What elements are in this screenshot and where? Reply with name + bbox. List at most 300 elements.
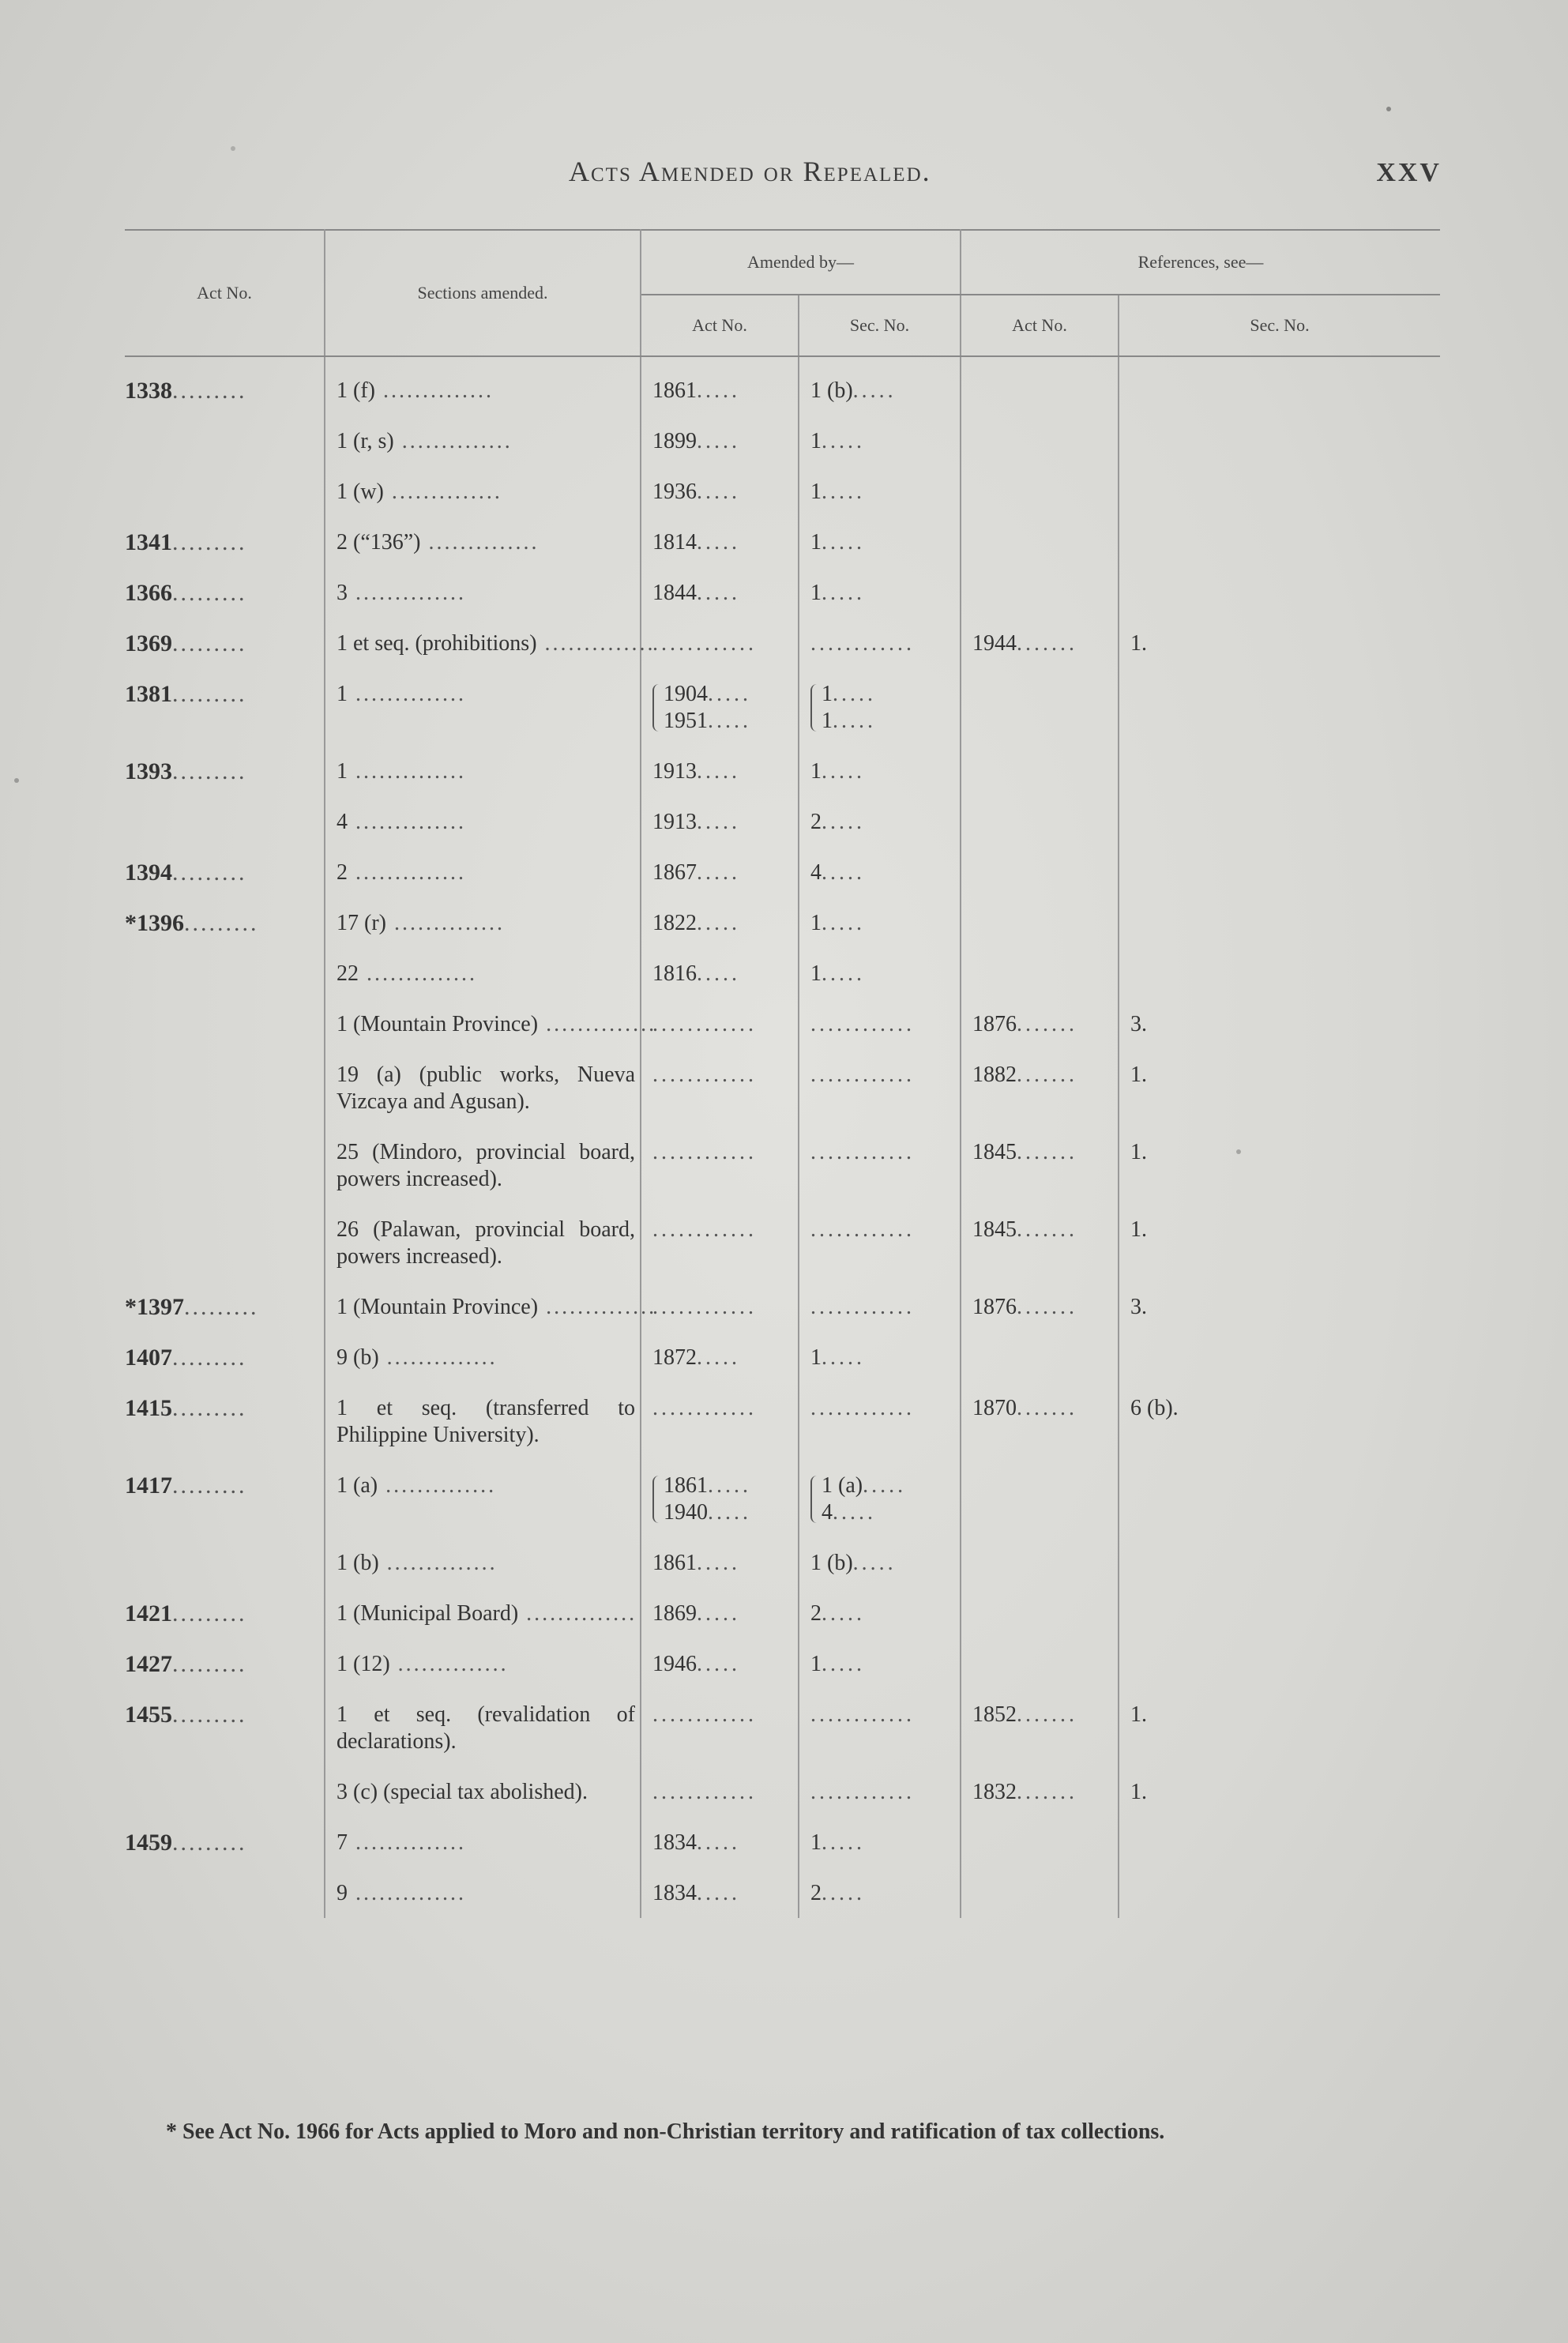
dot-leader: ....... [1017,1780,1077,1804]
amended-sec-no-line [810,529,955,556]
table-row [125,1689,1440,1766]
dot-leader: ..... [822,581,865,605]
amended-sec-no-line [810,1062,955,1089]
amended-act-no: 1940 [664,1500,708,1525]
amended-act-no-cell [641,1867,799,1918]
amended-act-no-group [652,1830,793,1856]
section-amended: 25 (Mindoro, provincial board, powers increased). [337,1140,635,1191]
reference-act-no-cell [961,1867,1119,1918]
reference-act-no-cell [961,466,1119,517]
amended-act-no: 1834 [652,1881,697,1905]
dot-leader: ............ [810,1396,915,1420]
act-number: 1417 [125,1472,172,1499]
section-amended-cell [325,1689,641,1766]
table-row [125,1817,1440,1867]
reference-act-no: 1882 [972,1062,1017,1087]
col-header-amended-sec-no: Sec. No. [799,295,961,356]
dot-leader: ..... [708,709,751,733]
reference-act-no: 1845 [972,1217,1017,1242]
amended-act-no-group [652,630,793,657]
col-header-references: References, see— [961,230,1440,295]
amended-sec-no-line [810,1600,955,1627]
section-amended-cell [325,618,656,668]
amended-act-no-cell [641,466,799,517]
reference-act-no-cell [961,517,1119,567]
amended-sec-no: 1 (a) [822,1473,863,1498]
reference-sec-no-cell [1119,1689,1440,1766]
amended-act-no-cell [641,1049,799,1126]
section-amended: 2 [337,860,348,885]
reference-sec-no-cell [1119,746,1440,796]
dot-leader: ......... [172,378,247,404]
amended-sec-no-group [810,758,955,785]
dot-leader: ......... [172,1344,247,1371]
amended-act-no-line [652,809,793,836]
dot-leader: ....... [1017,1702,1077,1727]
col-header-amended-act-no: Act No. [641,295,799,356]
amended-act-no-group [652,1600,793,1627]
act-number: *1397 [125,1294,184,1320]
dot-leader: ............ [810,631,915,656]
amended-sec-no-cell [799,948,961,999]
amended-act-no: 1872 [652,1345,697,1370]
table-row [125,1638,1440,1689]
reference-sec-no-cell [1119,1382,1440,1460]
dot-leader: ..... [822,860,865,885]
dot-leader: ............ [810,1062,915,1087]
amended-sec-no-group [810,910,955,937]
section-amended-cell [325,847,641,897]
amended-sec-no-cell [799,668,961,746]
dot-leader: ............ [652,1140,757,1164]
amended-act-no-cell [641,1588,799,1638]
amended-act-no-line [652,1651,793,1678]
amended-sec-no: 1 [810,429,822,453]
section-amended: 1 (Mountain Province) [337,1295,539,1319]
act-number-cell [125,1332,325,1382]
amended-sec-no: 1 [810,530,822,555]
reference-sec-no: 6 (b). [1130,1396,1179,1420]
amended-act-no-line [664,1472,793,1499]
amended-act-no: 1913 [652,759,697,784]
section-amended-cell [325,948,641,999]
amended-act-no-cell [641,1332,799,1382]
reference-act-no-cell [961,948,1119,999]
reference-sec-no-cell [1119,1537,1440,1588]
section-amended: 3 [337,581,348,605]
amended-act-no-group [652,809,793,836]
dot-leader: .............. [538,1012,657,1036]
act-number-cell [125,1537,325,1588]
amended-sec-no-line [810,1294,955,1321]
amended-act-no-group [652,1344,793,1371]
dot-leader: .............. [378,1551,498,1575]
amended-act-no-line [652,529,793,556]
amended-act-no-line [652,859,793,886]
reference-sec-no-cell [1119,948,1440,999]
reference-act-no: 1852 [972,1702,1017,1727]
section-amended-cell [325,517,641,567]
amended-sec-no: 1 [810,1830,822,1855]
reference-act-no-cell [961,1588,1119,1638]
amended-sec-no-line [810,1395,955,1422]
amended-sec-no-group [810,378,955,404]
act-number-cell [125,1126,325,1204]
amended-act-no-cell [641,1817,799,1867]
amended-act-no-group [652,1294,793,1321]
dot-leader: ..... [863,1473,907,1498]
dot-leader: ............ [652,1780,757,1804]
reference-act-no: 1845 [972,1140,1017,1164]
amended-act-no-line [664,1499,793,1526]
dot-leader: ..... [697,530,740,555]
dot-leader: ......... [172,681,247,707]
amended-sec-no-line [810,961,955,987]
dot-leader: ..... [852,1551,897,1575]
amended-act-no: 1899 [652,429,697,453]
reference-sec-no-cell [1119,668,1440,746]
amended-sec-no: 2 [810,1601,822,1626]
reference-sec-no-cell [1119,517,1440,567]
paper-speck [14,778,19,783]
act-number-cell [125,1382,325,1460]
reference-act-no-cell [961,1382,1119,1460]
amended-act-no: 1861 [652,1551,697,1575]
amended-act-no-cell [641,948,799,999]
act-number-cell [125,1281,325,1332]
amended-sec-no: 1 [810,480,822,504]
amended-sec-no-group [810,1294,955,1321]
dot-leader: ..... [697,961,740,986]
amended-sec-no-line [810,1651,955,1678]
act-number: 1421 [125,1600,172,1627]
dot-leader: .............. [359,961,477,986]
dot-leader: .............. [348,682,466,706]
dot-leader: ............ [810,1295,915,1319]
amended-act-no-line [652,1395,793,1422]
dot-leader: .............. [385,911,505,935]
section-amended: 4 [337,810,348,834]
table-row [125,1382,1440,1460]
amended-act-no-line [664,708,793,735]
act-number-cell [125,1689,325,1766]
dot-leader: ............ [810,1217,915,1242]
reference-act-no-cell [961,668,1119,746]
amended-act-no: 1913 [652,810,697,834]
amended-act-no-line [652,1139,793,1166]
amended-sec-no-group [810,428,955,455]
dot-leader: ....... [1017,1012,1077,1036]
page-number: XXV [1376,158,1442,187]
amended-sec-no-cell [799,1382,961,1460]
amended-act-no-cell [641,847,799,897]
amended-sec-no-cell [799,1204,961,1281]
amended-act-no: 1936 [652,480,697,504]
act-number: 1366 [125,580,172,606]
amended-sec-no-group [810,1600,955,1627]
dot-leader: ..... [697,1830,740,1855]
amended-act-no-group [652,580,793,607]
section-amended: 7 [337,1830,348,1855]
section-amended-cell [325,1588,641,1638]
amended-act-no-cell [641,1281,799,1332]
section-amended: 19 (a) (public works, Nueva Vizcaya and Agusan). [337,1062,635,1114]
amended-sec-no-group [810,1880,955,1907]
act-number-cell [125,1867,325,1918]
dot-leader: ......... [172,1472,247,1499]
dot-leader: .............. [348,810,466,834]
dot-leader: .............. [518,1601,637,1626]
dot-leader: ....... [1017,1217,1077,1242]
amended-act-no-cell [641,1126,799,1204]
amended-act-no-cell [641,1689,799,1766]
dot-leader: .............. [378,1473,497,1498]
act-number-cell [125,1817,325,1867]
act-number-cell [125,1638,325,1689]
amended-act-no-group [652,529,793,556]
act-number: 1415 [125,1395,172,1421]
table-row [125,1049,1440,1126]
dot-leader: ......... [172,630,247,656]
amended-sec-no-group [810,630,955,657]
reference-act-no-cell [961,1204,1119,1281]
amended-sec-no-group [810,1830,955,1856]
dot-leader: ..... [822,530,865,555]
amended-act-no-cell [641,1638,799,1689]
act-number: 1459 [125,1830,172,1856]
amended-sec-no-line [810,1550,955,1577]
amended-sec-no: 4 [810,860,822,885]
amended-sec-no-line [810,479,955,506]
amended-act-no: 1861 [652,378,697,403]
act-number-cell [125,517,325,567]
reference-act-no: 1876 [972,1012,1017,1036]
reference-act-no: 1876 [972,1295,1017,1319]
amended-act-no: 1867 [652,860,697,885]
dot-leader: ..... [697,1551,740,1575]
table-row [125,416,1440,466]
dot-leader: .............. [348,1830,466,1855]
reference-act-no-cell [961,847,1119,897]
dot-leader: ..... [822,810,865,834]
section-amended: 17 (r) [337,911,386,935]
amended-act-no-line [652,1830,793,1856]
table-header [125,230,1440,356]
amended-sec-no-group [810,809,955,836]
act-number-cell [125,1049,325,1126]
amended-act-no-line [652,1294,793,1321]
amended-act-no-cell [641,1382,799,1460]
reference-act-no-cell [961,567,1119,618]
dot-leader: .............. [374,378,494,403]
act-number: 1455 [125,1702,172,1728]
amended-sec-no-group [810,1062,955,1089]
amended-act-no: 1814 [652,530,697,555]
dot-leader: ............ [652,1702,757,1727]
amended-act-no-line [652,378,793,404]
amended-act-no: 1816 [652,961,697,986]
amended-sec-no-group [810,529,955,556]
amended-act-no-group [652,479,793,506]
amended-sec-no-cell [799,618,961,668]
reference-sec-no: 1. [1130,1140,1147,1164]
amended-act-no-line [652,758,793,785]
reference-sec-no-cell [1119,1817,1440,1867]
amended-sec-no-line [822,681,955,708]
amended-sec-no-line [810,910,955,937]
amended-act-no-group [652,1217,793,1243]
amended-sec-no-cell [799,356,961,416]
section-amended: 22 [337,961,359,986]
reference-sec-no: 1. [1130,1217,1147,1242]
dot-leader: ..... [822,480,865,504]
amended-act-no-cell [641,999,799,1049]
section-amended-cell [325,1766,641,1817]
amended-sec-no-cell [799,1049,961,1126]
table-row [125,1332,1440,1382]
reference-sec-no-cell [1119,1281,1440,1332]
section-amended: 1 [337,759,348,784]
amended-act-no-cell [641,618,799,668]
table-row [125,618,1440,668]
reference-act-no-cell [961,999,1119,1049]
reference-sec-no-cell [1119,897,1440,948]
amended-sec-no-line [822,1499,955,1526]
table-row [125,796,1440,847]
reference-sec-no-cell [1119,1204,1440,1281]
section-amended-cell [325,1204,641,1281]
dot-leader: ..... [822,1345,865,1370]
act-number-cell [125,466,325,517]
act-number-cell [125,668,325,746]
dot-leader: ............ [652,1012,757,1036]
amended-act-no-group [652,681,793,735]
amended-act-no-cell [641,356,799,416]
amended-act-no-cell [641,567,799,618]
section-amended-cell [325,999,657,1049]
amended-act-no-group [652,378,793,404]
dot-leader: ..... [822,1601,865,1626]
act-number-cell [125,847,325,897]
amended-act-no-line [652,1217,793,1243]
amended-sec-no-line [810,580,955,607]
amended-act-no-line [652,1062,793,1089]
section-amended-cell [325,1281,657,1332]
amended-sec-no-cell [799,1537,961,1588]
dot-leader: ....... [1017,1396,1077,1420]
reference-sec-no: 3. [1130,1295,1147,1319]
amended-sec-no-line [810,1830,955,1856]
dot-leader: ......... [172,1395,247,1421]
amended-act-no-line [652,630,793,657]
act-number-cell [125,356,325,416]
amended-act-no-cell [641,1766,799,1817]
reference-sec-no: 3. [1130,1012,1147,1036]
amended-sec-no-cell [799,746,961,796]
section-amended: 1 [337,682,348,706]
act-number-cell [125,897,325,948]
dot-leader: ..... [697,911,740,935]
section-amended: 1 (f) [337,378,375,403]
dot-leader: ..... [822,961,865,986]
act-number-cell [125,948,325,999]
dot-leader: ......... [184,1294,259,1320]
dot-leader: ..... [833,709,876,733]
act-number: 1338 [125,378,172,404]
act-number: 1394 [125,859,172,886]
section-amended-cell [325,1126,641,1204]
section-amended: 1 (b) [337,1551,379,1575]
amended-act-no-group [652,1011,793,1038]
section-amended-cell [325,1537,641,1588]
act-number-cell [125,416,325,466]
table-row [125,1460,1440,1537]
reference-sec-no-cell [1119,466,1440,517]
amended-sec-no-group [810,1702,955,1728]
dot-leader: .............. [378,1345,498,1370]
act-number: 1393 [125,758,172,784]
section-amended: 1 (r, s) [337,429,394,453]
reference-sec-no-cell [1119,1332,1440,1382]
section-amended: 1 (Municipal Board) [337,1601,519,1626]
dot-leader: ............ [810,1140,915,1164]
act-number: 1427 [125,1651,172,1677]
dot-leader: ..... [833,682,876,706]
dot-leader: ............ [652,631,757,656]
section-amended-cell [325,416,641,466]
amended-act-no-group [652,1550,793,1577]
amended-act-no: 1861 [664,1473,708,1498]
amended-sec-no-cell [799,1588,961,1638]
section-amended-cell [325,1460,641,1537]
dot-leader: ..... [697,480,740,504]
act-number-cell [125,1460,325,1537]
reference-sec-no: 1. [1130,1702,1147,1727]
reference-sec-no-cell [1119,416,1440,466]
amended-sec-no-cell [799,1332,961,1382]
reference-act-no-cell [961,1126,1119,1204]
reference-act-no-cell [961,1281,1119,1332]
amended-sec-no: 1 [810,581,822,605]
amended-act-no-group [652,1702,793,1728]
amended-sec-no-line [810,378,955,404]
table-row [125,897,1440,948]
reference-act-no-cell [961,746,1119,796]
dot-leader: ..... [697,1652,740,1676]
amended-act-no: 1844 [652,581,697,605]
act-number-cell [125,567,325,618]
reference-sec-no-cell [1119,356,1440,416]
amended-sec-no-line [810,809,955,836]
dot-leader: ..... [833,1500,876,1525]
dot-leader: ......... [172,1830,247,1856]
amended-act-no-group [652,428,793,455]
amended-sec-no: 2 [810,1881,822,1905]
table-row [125,746,1440,796]
section-amended: 1 (Mountain Province) [337,1012,539,1036]
amended-sec-no-group [810,1344,955,1371]
reference-act-no-cell [961,1766,1119,1817]
col-header-reference-sec-no: Sec. No. [1119,295,1440,356]
amended-act-no-line [652,580,793,607]
table-row [125,1204,1440,1281]
reference-act-no: 1944 [972,631,1017,656]
reference-sec-no-cell [1119,1049,1440,1126]
dot-leader: ............ [652,1396,757,1420]
amended-sec-no-line [810,630,955,657]
amended-act-no-group [652,1062,793,1089]
amended-act-no-cell [641,1204,799,1281]
